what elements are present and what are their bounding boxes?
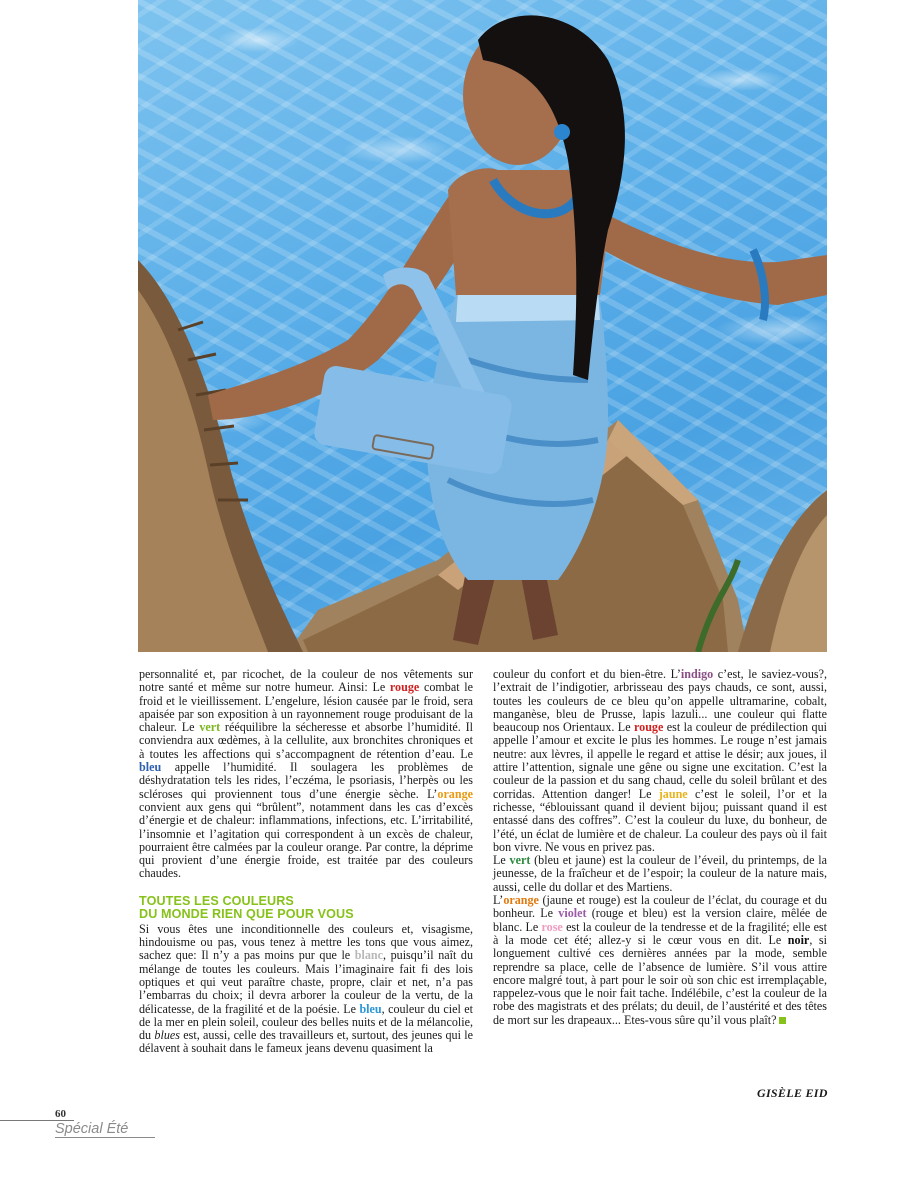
subhead-line-2: DU MONDE RIEN QUE POUR VOUS: [139, 907, 354, 922]
keyword-orange-2: orange: [503, 893, 539, 908]
keyword-vert-2: vert: [509, 853, 531, 868]
article-column-right: [493, 668, 827, 1027]
keyword-rouge-2: rouge: [634, 720, 664, 735]
keyword-rose: rose: [541, 919, 563, 934]
page-number: 60: [55, 1108, 66, 1120]
section-name: Spécial Été: [55, 1121, 129, 1137]
keyword-bleu: bleu: [139, 760, 162, 775]
paragraph-right-3: L’orange (jaune et rouge) est la couleur de l’éclat, du courage et du bonheur. Le violet (rouge et bleu) est la version claire, mêlée de blanc. Le rose est la couleur de la tendresse et de la fragilité; elle est à la mode cet été; allez-y si le cœur vous en dit. Le noir, si longuement cultivé ces dernières années par la mode, semble reprendre sa place, celle de l’absence de lumière. S’il vous attire encore malgré tout, à part pour le soir où son chic est irremplaçable, rappelez-vous que le noir fait tache. Indélébile, c’est la couleur de la robe des magistrats et des prélats; du deuil, de l’austérité et des têtes de mort sur les drapeaux... Etes-vous sûre qu’il vous plaît?: [493, 893, 828, 1027]
section-subhead: [139, 895, 473, 922]
keyword-blanc: blanc: [354, 948, 383, 963]
photo-illustration: [138, 0, 827, 652]
section-rule: [55, 1137, 155, 1138]
subhead-line-1: TOUTES LES COULEURS: [139, 893, 294, 908]
paragraph-right-1: couleur du confort et du bien-être. L’indigo c’est, le saviez-vous?, l’extrait de l’indigotier, arbrisseau des pays chauds, ce sont, aussi, toutes les couleurs de ce bleu qu’on appelle ultramarine, cobalt, manganèse, bleu de Prusse, lapis lazuli... une couleur qui flatte beaucoup nos Orientaux. Le rouge est la couleur de prédilection qui appelle l’amour et excite le plus les hommes. Le rouge n’est jamais neutre: aux lèvres, il appelle le regard et attise le désir; aux joues, il attire l’attention, signale une gêne ou signe une excitation. C’est la couleur de la passion et du sang chaud, celle du soleil brûlant et des corridas. Attention danger! Le jaune c’est le soleil, l’or et la richesse, “éblouissant quand il devient bijou; puissant quand il est entassé dans des coffres”. C’est la couleur du luxe, du bonheur, de l’été, un éclat de lumière et de chaleur. La couleur des pays où il fait bon vivre. Ne vous en privez pas.: [493, 667, 827, 854]
keyword-vert: vert: [199, 720, 221, 735]
hero-photo: [138, 0, 827, 652]
article-column-left: [139, 668, 473, 1056]
keyword-noir: noir: [787, 932, 810, 947]
paragraph-left-1: personnalité et, par ricochet, de la couleur de nos vêtements sur notre santé et même sur notre humeur. Ainsi: Le rouge combat le froid et le vieillissement. L’engelure, lésion causée par le froid, sera apaisée par son exposition à un rayonnement rouge produisant de la chaleur. Le vert rééquilibre la sécheresse et absorbe l’humidité. Il conviendra aux œdèmes, à la cellulite, aux bronchites chroniques et à toutes les affections qui s’accompagnent de rétention d’eau. Le bleu appelle l’humidité. Il soulagera les problèmes de déshydratation tels les rides, l’eczéma, le psoriasis, l’herpès ou les scléroses qui proviennent tous d’une énergie sèche. L’orange convient aux gens qui “brûlent”, notamment dans les cas d’excès d’énergie et de chaleur: inflammations, infections, etc. L’irritabilité, l’insomnie et l’agitation qui correspondent à un excès de chaleur, pourraient être calmées par la couleur orange. Par contre, la déprime qui provient d’une énergie froide, est traitée par des couleurs chaudes.: [139, 667, 474, 881]
paragraph-right-2: Le vert (bleu et jaune) est la couleur de l’éveil, du printemps, de la jeunesse, de la fraîcheur et de l’espoir; la couleur de la nature mais, aussi, celle du dollar et des Martiens.: [493, 853, 827, 894]
end-of-article-square-icon: [779, 1017, 786, 1024]
keyword-orange: orange: [437, 786, 473, 801]
keyword-indigo: indigo: [680, 667, 714, 681]
paragraph-left-2: Si vous êtes une inconditionnelle des couleurs et, visagisme, hindouisme ou pas, vous tenez à mettre les tons que vous aimez, sachez que: Il n’y a pas moins pur que le blanc, puisqu’il naît du mélange de toutes les couleurs. Mais l’imaginaire fait fi des lois optiques et qui veut paraître chaste, propre, clair et net, n’a pas l’embarras du choix; il devra arborer la couleur de la vertu, de la délicatesse, de la fragilité et de la poésie. Le bleu, couleur du ciel et de la mer en plein soleil, couleur des belles nuits et de la mélancolie, du blues est, aussi, celle des travailleurs et, surtout, des jeunes qui le délavent à souhait dans le fameux jeans devenu quasiment la: [139, 921, 474, 1056]
keyword-violet: violet: [558, 906, 587, 921]
keyword-rouge: rouge: [389, 680, 420, 695]
keyword-jaune: jaune: [658, 786, 688, 801]
author-signature: GISÈLE EID: [757, 1086, 828, 1100]
keyword-bleu-2: bleu: [359, 1001, 382, 1016]
word-blues: blues: [154, 1028, 180, 1043]
